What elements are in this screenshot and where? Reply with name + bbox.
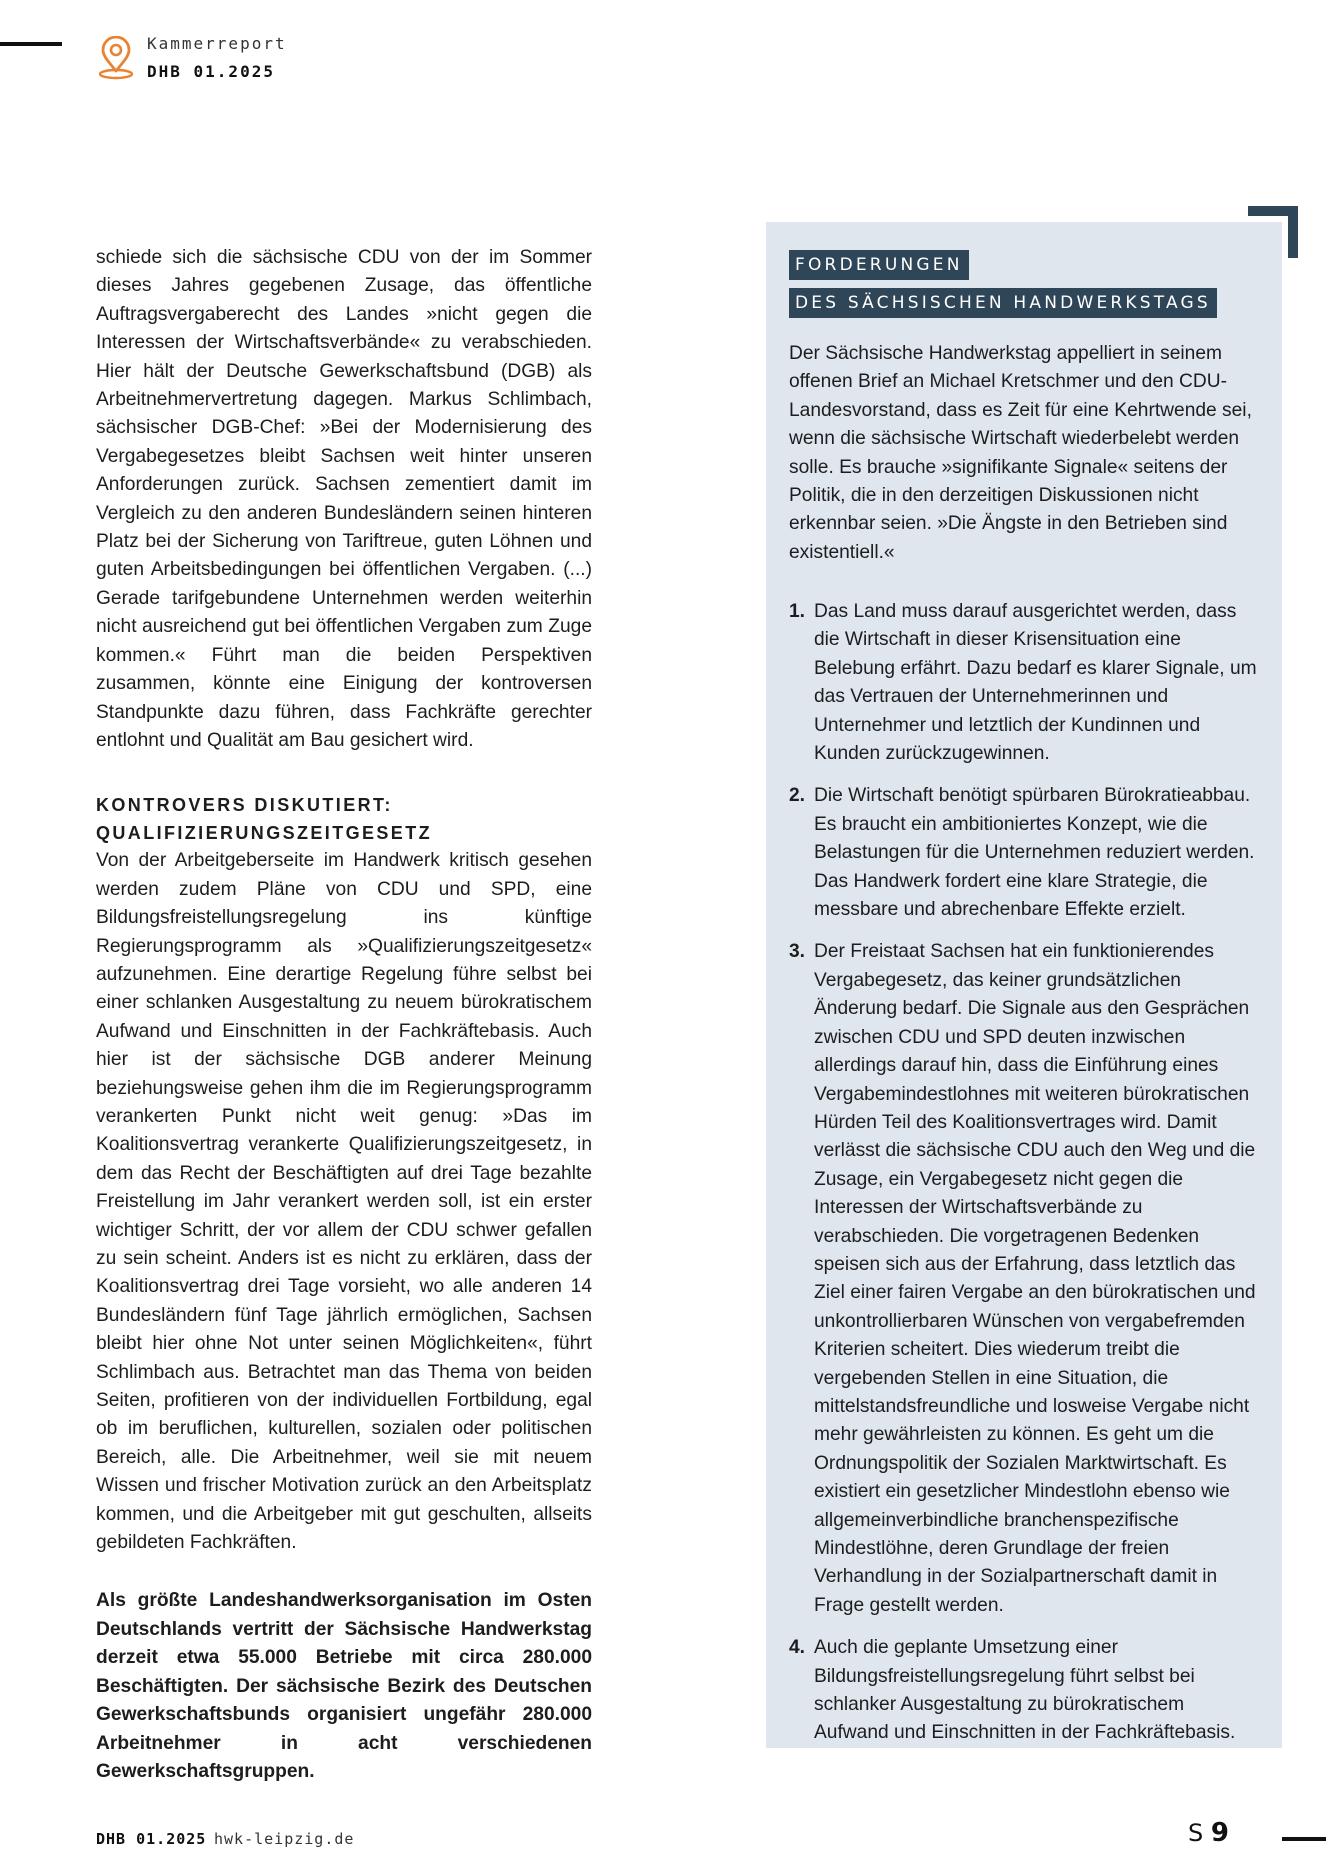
list-number: 3. — [789, 941, 806, 963]
list-item — [789, 598, 1263, 768]
header-rule — [0, 42, 62, 46]
footer-url: hwk-leipzig.de — [214, 1830, 355, 1848]
page-number-value: 9 — [1210, 1818, 1229, 1848]
subheading-line: QUALIFIZIERUNGSZEITGESETZ — [96, 823, 433, 844]
box-title-line: FORDERUNGEN — [789, 250, 969, 280]
list-item — [789, 938, 1263, 1620]
box-title-line: DES SÄCHSISCHEN HANDWERKSTAGS — [789, 288, 1217, 318]
subheading — [96, 791, 592, 847]
demands-list — [789, 598, 1263, 1762]
list-number: 1. — [789, 601, 806, 622]
location-pin-icon — [96, 36, 136, 80]
list-text: Die Wirtschaft benötigt spürbaren Bürokratieabbau. Es braucht ein ambitioniertes Konzept, wie die Belastungen für die Unternehmen reduziert werden. Das Handwerk fordert eine klare Strategie, die messbare und abrechenbare Effekte erzielt. — [814, 785, 1255, 921]
article-paragraph: schiede sich die sächsische CDU von der im Sommer dieses Jahres gegebenen Zusage, das öffentliche Auftragsvergaberecht des Landes »nicht gegen die Interessen der Wirtschaftsverbände« zu verabschieden. Hier hält der Deutsche Gewerkschaftsbund (DGB) als Arbeitnehmervertretung dagegen. Markus Schlimbach, sächsischer DGB-Chef: »Bei der Modernisierung des Vergabegesetzes bleibt Sachsen weit hinter unseren Anforderungen zurück. Sachsen zementiert damit im Vergleich zu den anderen Bundesländern seinen hinteren Platz bei der Sicherung von Tariftreue, guten Löhnen und guten Arbeitsbedingungen bei öffentlichen Vergaben. (...) Gerade tarifgebundene Unternehmen werden weiterhin nicht ausreichend gut bei öffentlichen Vergaben zum Zuge kommen.« Führt man die beiden Perspektiven zusammen, könnte eine Einigung der kontroversen Standpunkte dazu führen, dass Fachkräfte gerechter entlohnt und Qualität am Bau gesichert wird. — [96, 247, 592, 751]
list-text: Der Freistaat Sachsen hat ein funktionierendes Vergabegesetz, das keiner grundsätzlichen Änderung bedarf. Die Signale aus den Gesprächen zwischen CDU und SPD deuten inzwischen allerdings darauf hin, dass die Einführung eines Vergabemindestlohnes mit weiteren bürokratischen Hürden Teil des Koalitionsvertrages wird. Damit verlässt die sächsische CDU auch den Weg und die Zusage, ein Vergabegesetz nicht gegen die Interessen der Wirtschaftsverbände zu verabschieden. Die vorgetragenen Bedenken speisen sich aus der Erfahrung, dass letztlich das Ziel einer fairen Vergabe an den bürokratischen und unkontrollierbaren Wünschen von vergabefremden Kriterien scheitert. Dies wiederum treibt die vergebenden Stellen in eine Situation, die mittelstandsfreundliche und losweise Vergabe nicht mehr gewährleisten zu können. Es geht um die Ordnungspolitik der Sozialen Marktwirtschaft. Es existiert ein gesetzlicher Mindestlohn ebenso wie allgemeinverbindliche branchenspezifische Mindestlöhne, deren Grundlage der freien Verhandlung in der Sozialpartnerschaft damit in Frage gestellt werden. — [814, 941, 1256, 1616]
list-item — [789, 782, 1263, 924]
box-title — [789, 250, 1217, 326]
list-item — [789, 1634, 1263, 1748]
list-number: 2. — [789, 785, 806, 807]
subheading-line: KONTROVERS DISKUTIERT: — [96, 795, 393, 816]
list-text: Auch die geplante Umsetzung einer Bildungsfreistellungsregelung führt selbst bei schlanker Ausgestaltung zu bürokratischem Aufwand und Einschnitten in der Fachkräftebasis. — [814, 1637, 1236, 1744]
box-intro: Der Sächsische Handwerkstag appelliert in seinem offenen Brief an Michael Kretschmer und den CDU-Landesvorstand, dass es Zeit für eine Kehrtwende sei, wenn die sächsische Wirtschaft wiederbelebt werden solle. Es brauche »signifikante Signale« seitens der Politik, die in den derzeitigen Diskussionen nicht erkennbar seien. »Die Ängste in den Betrieben sind existentiell.« — [789, 343, 1252, 563]
list-number: 4. — [789, 1637, 806, 1659]
header-section: Kammerreport — [147, 34, 287, 53]
page-prefix: S — [1188, 1819, 1204, 1847]
article-paragraph: Von der Arbeitgeberseite im Handwerk kritisch gesehen werden zudem Pläne von CDU und SPD, eine Bildungsfreistellungsregelung ins künftige Regierungsprogramm als »Qualifizierungszeitgesetz« aufzunehmen. Eine derartige Regelung führe selbst bei einer schlanken Ausgestaltung zu neuem bürokratischem Aufwand und Einschnitten in der Fachkräftebasis. Auch hier ist der sächsische DGB anderer Meinung beziehungsweise gehen ihm die im Regierungsprogramm verankerten Punkt nicht weit genug: »Das im Koalitionsvertrag verankerte Qualifizierungszeitgesetz, in dem das Recht der Beschäftigten auf drei Tage bezahlte Freistellung im Jahr verankert werden soll, ist ein erster wichtiger Schritt, der vor allem der CDU schwer gefallen zu sein scheint. Anders ist es nicht zu erklären, dass der Koalitionsvertrag drei Tage vorsieht, wo alle anderen 14 Bundesländern fünf Tage jährlich ermöglichen, Sachsen bleibt hier ohne Not unter seinen Möglichkeiten«, führt Schlimbach aus. Betrachtet man das Thema von beiden Seiten, profitieren von der individuellen Fortbildung, egal ob im beruflichen, kulturellen, sozialen oder politischen Bereich, alle. Die Arbeitnehmer, weil sie mit neuem Wissen und frischer Motivation zurück an den Arbeitsplatz kommen, und die Arbeitgeber mit gut geschulten, allseits gebildeten Fachkräften. — [96, 850, 592, 1554]
footer-issue: DHB 01.2025 — [96, 1830, 207, 1848]
article-left-column — [96, 244, 592, 1786]
header-issue: DHB 01.2025 — [147, 62, 275, 81]
closing-paragraph: Als größte Landeshandwerksorganisation im Osten Deutschlands vertritt der Sächsische Handwerkstag derzeit etwa 55.000 Betriebe mit circa 280.000 Beschäftigten. Der sächsische Bezirk des Deutschen Gewerkschaftsbunds organisiert ungefähr 280.000 Arbeitnehmer in acht verschiedenen Gewerkschaftsgruppen. — [96, 1590, 592, 1782]
list-text: Das Land muss darauf ausgerichtet werden, dass die Wirtschaft in dieser Krisensituation eine Belebung erfährt. Dazu bedarf es klarer Signale, um das Vertrauen der Unternehmerinnen und Unternehmer und letztlich der Kundinnen und Kunden zurückzugewinnen. — [814, 601, 1257, 765]
footer-rule — [1282, 1837, 1326, 1841]
page-number — [1188, 1818, 1229, 1848]
